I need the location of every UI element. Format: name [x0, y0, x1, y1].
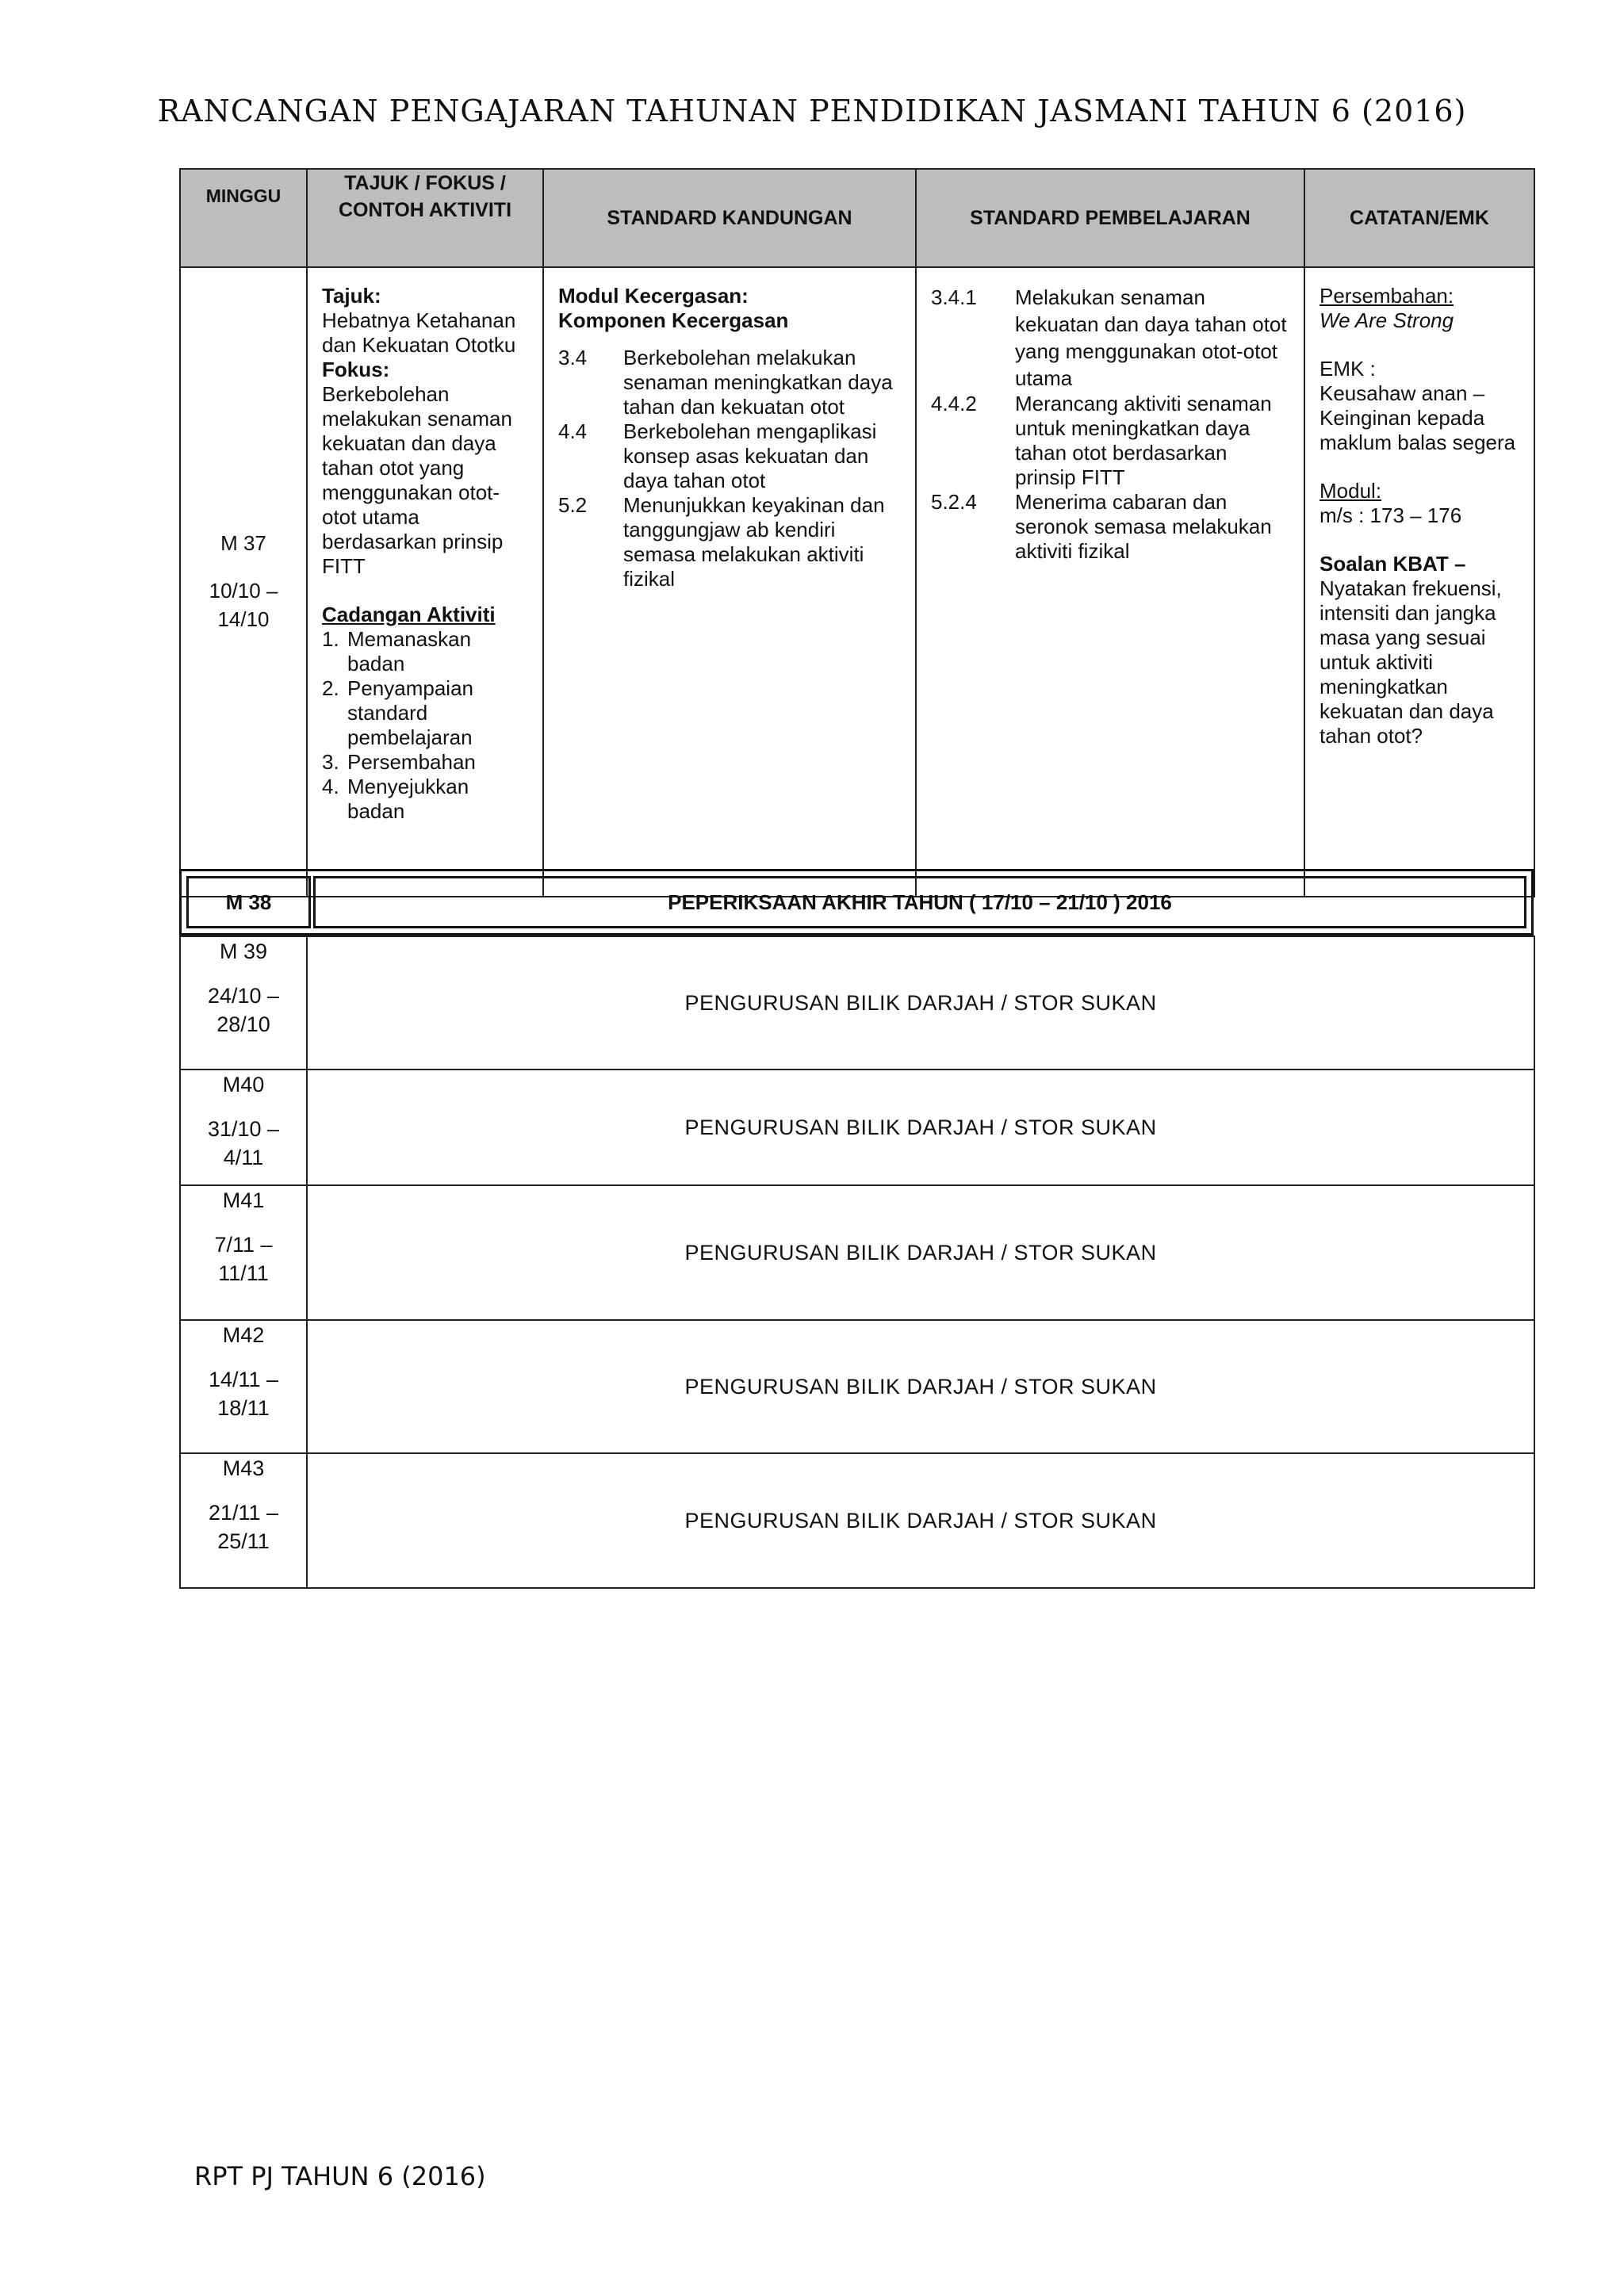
rpt-table: [179, 168, 1535, 897]
item-number: 3.: [322, 750, 339, 774]
table-row: [180, 936, 1534, 1070]
modul-subtitle: Komponen Kecergasan: [558, 308, 789, 332]
week-date-start: 7/11 –: [214, 1233, 273, 1257]
item-number: 4.4: [558, 419, 588, 443]
week-row-m37: [180, 267, 1534, 897]
item-text: Melakukan senaman kekuatan dan daya tahan otot yang menggunakan otot-otot utama: [1015, 285, 1287, 390]
list-item: [931, 490, 1289, 564]
list-item: [322, 676, 528, 750]
tajuk-label: Tajuk:: [322, 284, 381, 308]
week-date: [182, 1365, 305, 1422]
item-text: Berkebolehan melakukan senaman meningkatkan daya tahan dan kekuatan otot: [623, 346, 893, 419]
week-date: [182, 982, 305, 1039]
item-text: Merancang aktiviti senaman untuk meningkatkan daya tahan otot berdasarkan prinsip FITT: [1015, 392, 1272, 489]
item-text: Menerima cabaran dan seronok semasa melakukan aktiviti fizikal: [1015, 490, 1272, 563]
persembahan-label: Persembahan:: [1320, 284, 1454, 308]
header-catatan: CATATAN/EMK: [1304, 169, 1534, 267]
week-date-end: 25/11: [217, 1529, 270, 1553]
kbat-label: Soalan KBAT –: [1320, 552, 1466, 576]
item-text: Memanaskan badan: [347, 627, 472, 675]
kandungan-cell: [543, 267, 916, 897]
task-cell: PENGURUSAN BILIK DARJAH / STOR SUKAN: [307, 1070, 1534, 1185]
item-number: 3.4.1: [931, 285, 977, 309]
list-item: [322, 750, 528, 775]
week-cell: [180, 1070, 307, 1185]
item-text: Berkebolehan mengaplikasi konsep asas kekuatan dan daya tahan otot: [623, 419, 877, 492]
week-date: [181, 576, 306, 633]
week-cell: [180, 936, 307, 1070]
week-id: M41: [222, 1188, 265, 1212]
item-text: Penyampaian standard pembelajaran: [347, 676, 473, 749]
list-item: [558, 493, 901, 591]
page-title: RANCANGAN PENGAJARAN TAHUNAN PENDIDIKAN JASMANI TAHUN 6 (2016): [157, 94, 1467, 128]
week-date: [182, 1115, 305, 1172]
week-cell: [180, 1320, 307, 1453]
list-item: [931, 392, 1289, 490]
week-date: [182, 1498, 305, 1556]
week-date-end: 18/11: [217, 1396, 270, 1420]
kbat-text: Nyatakan frekuensi, intensiti dan jangka masa yang sesuai untuk aktiviti meningkatkan kekuatan dan daya tahan otot?: [1320, 576, 1502, 748]
exam-row-m38: [179, 869, 1534, 936]
week-date-start: 21/11 –: [208, 1501, 279, 1525]
item-number: 5.2.4: [931, 490, 977, 514]
week-date-start: 10/10 –: [209, 578, 278, 603]
fokus-label: Fokus:: [322, 358, 390, 381]
modul-ref-text: m/s : 173 – 176: [1320, 503, 1462, 527]
task-cell: PENGURUSAN BILIK DARJAH / STOR SUKAN: [307, 1453, 1534, 1588]
cadangan-label: Cadangan Aktiviti: [322, 603, 496, 626]
header-minggu: MINGGU: [180, 169, 307, 267]
week-cell: [180, 267, 307, 897]
list-item: [558, 346, 901, 419]
header-tajuk-line1: TAJUK / FOKUS /: [344, 172, 506, 194]
week-id: M42: [222, 1323, 265, 1347]
item-number: 2.: [322, 676, 339, 700]
week-cell: [180, 1453, 307, 1588]
task-cell: PENGURUSAN BILIK DARJAH / STOR SUKAN: [307, 936, 1534, 1070]
exam-week: M 38: [186, 876, 311, 928]
emk-text: Keusahaw anan – Keinginan kepada maklum balas segera: [1320, 381, 1516, 454]
week-id: M 39: [219, 939, 268, 963]
week-date-end: 28/10: [216, 1012, 270, 1036]
remaining-weeks-table: [179, 936, 1535, 1589]
week-id: M43: [222, 1456, 265, 1480]
item-number: 1.: [322, 627, 339, 651]
modul-title: Modul Kecergasan:: [558, 284, 749, 308]
tajuk-text: Hebatnya Ketahanan dan Kekuatan Ototku: [322, 308, 516, 357]
exam-text: PEPERIKSAAN AKHIR TAHUN ( 17/10 – 21/10 ) 2016: [313, 876, 1526, 928]
activity-list: [322, 627, 528, 824]
header-tajuk-line2: CONTOH AKTIVITI: [338, 199, 512, 221]
item-text: Menunjukkan keyakinan dan tanggungjaw ab kendiri semasa melakukan aktiviti fizikal: [623, 493, 885, 591]
week-date-end: 14/10: [217, 607, 270, 631]
item-number: 4.4.2: [931, 392, 977, 415]
week-date: [182, 1230, 305, 1288]
week-date-end: 11/11: [218, 1261, 269, 1285]
list-item: [322, 775, 528, 824]
header-tajuk: [307, 169, 543, 267]
week-date-end: 4/11: [223, 1146, 264, 1169]
week-date-start: 14/11 –: [208, 1368, 279, 1391]
table-row: [180, 1185, 1534, 1320]
page-footer: RPT PJ TAHUN 6 (2016): [194, 2161, 486, 2191]
item-number: 3.4: [558, 346, 588, 369]
header-standard-pembelajaran: STANDARD PEMBELAJARAN: [916, 169, 1304, 267]
item-text: Menyejukkan badan: [347, 775, 469, 823]
table-row: [180, 1453, 1534, 1588]
item-text: Persembahan: [347, 750, 476, 774]
header-standard-kandungan: STANDARD KANDUNGAN: [543, 169, 916, 267]
modul-ref-label: Modul:: [1320, 479, 1382, 503]
task-cell: PENGURUSAN BILIK DARJAH / STOR SUKAN: [307, 1185, 1534, 1320]
persembahan-text: We Are Strong: [1320, 308, 1454, 332]
item-number: 4.: [322, 775, 339, 798]
list-item: [558, 419, 901, 493]
fokus-text: Berkebolehan melakukan senaman kekuatan dan daya tahan otot yang menggunakan otot-otot utama berdasarkan prinsip FITT: [322, 382, 512, 578]
pembelajaran-cell: [916, 267, 1304, 897]
task-cell: PENGURUSAN BILIK DARJAH / STOR SUKAN: [307, 1320, 1534, 1453]
week-cell: [180, 1185, 307, 1320]
header-row: [180, 169, 1534, 267]
table-row: [180, 1070, 1534, 1185]
week-date-start: 24/10 –: [207, 984, 280, 1008]
list-item: [322, 627, 528, 676]
week-date-start: 31/10 –: [207, 1117, 280, 1141]
tajuk-cell: [307, 267, 543, 897]
week-id: M 37: [220, 530, 266, 555]
table-row: [180, 1320, 1534, 1453]
list-item: [931, 284, 1289, 392]
week-id: M40: [222, 1073, 265, 1096]
catatan-cell: [1304, 267, 1534, 897]
item-number: 5.2: [558, 493, 588, 517]
emk-label: EMK :: [1320, 357, 1376, 381]
